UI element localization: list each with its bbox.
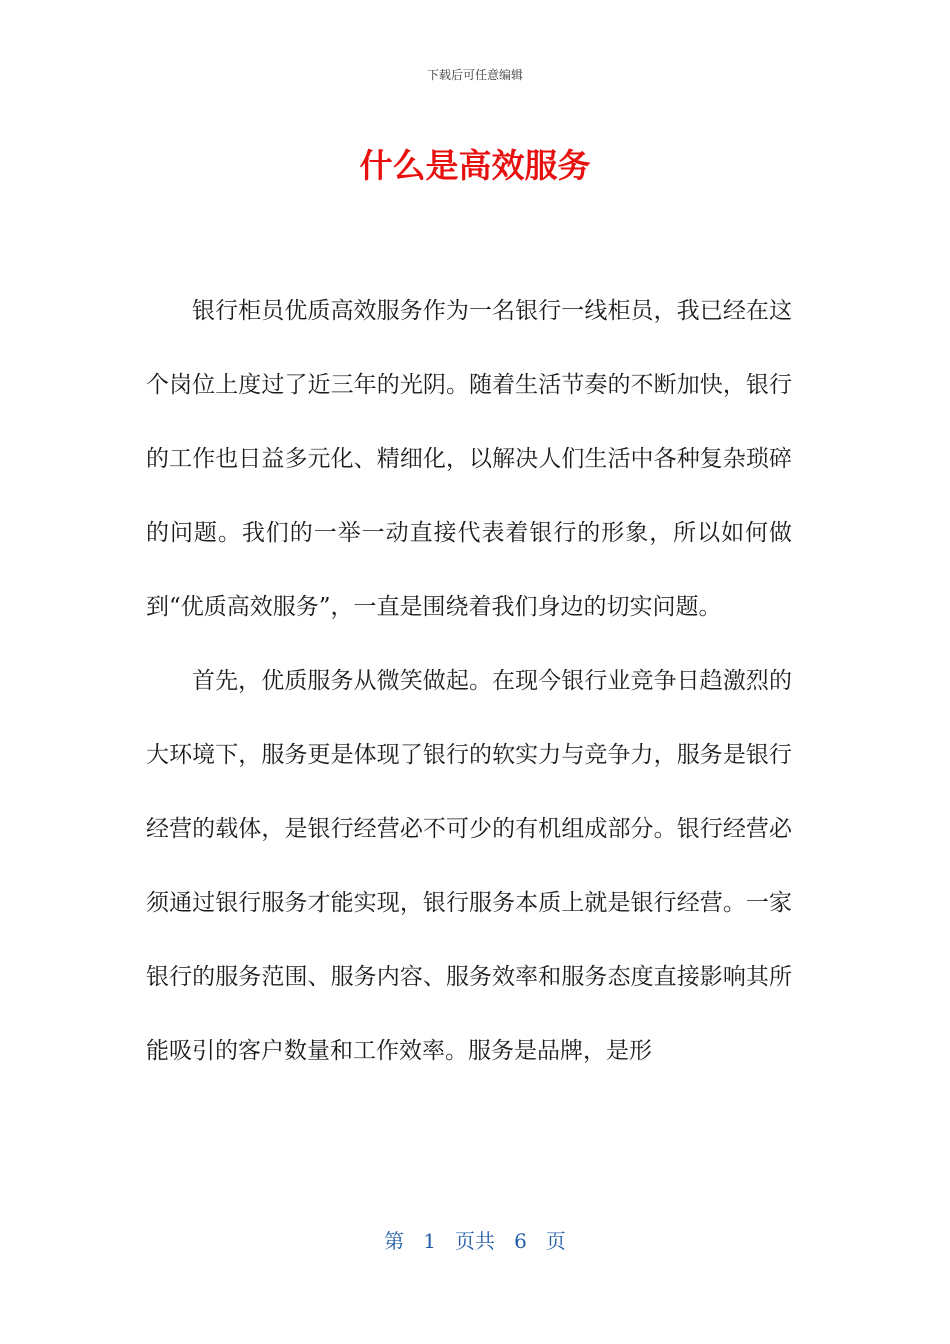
header-note: 下载后可任意编辑 — [426, 68, 523, 82]
page-suffix: 页 — [545, 1229, 566, 1253]
page-middle: 页共 — [455, 1229, 495, 1253]
page-prefix: 第 — [384, 1229, 405, 1253]
total-pages-number: 6 — [514, 1229, 527, 1253]
document-body — [146, 274, 792, 1088]
current-page-number: 1 — [423, 1229, 436, 1253]
document-title: 什么是高效服务 — [359, 146, 591, 185]
page-footer — [0, 1225, 950, 1254]
paragraph: 首先，优质服务从微笑做起。在现今银行业竞争日趋激烈的大环境下，服务更是体现了银行的软实力与竞争力，服务是银行经营的载体，是银行经营必不可少的有机组成部分。银行经营必须通过银行服务才能实现，银行服务本质上就是银行经营。一家银行的服务范围、服务内容、服务效率和服务态度直接影响其所能吸引的客户数量和工作效率。服务是品牌，是形 — [146, 668, 792, 1064]
paragraph: 银行柜员优质高效服务作为一名银行一线柜员，我已经在这个岗位上度过了近三年的光阴。随着生活节奏的不断加快，银行的工作也日益多元化、精细化，以解决人们生活中各种复杂琐碎的问题。我们的一举一动直接代表着银行的形象，所以如何做到“优质高效服务”，一直是围绕着我们身边的切实问题。 — [146, 298, 792, 620]
